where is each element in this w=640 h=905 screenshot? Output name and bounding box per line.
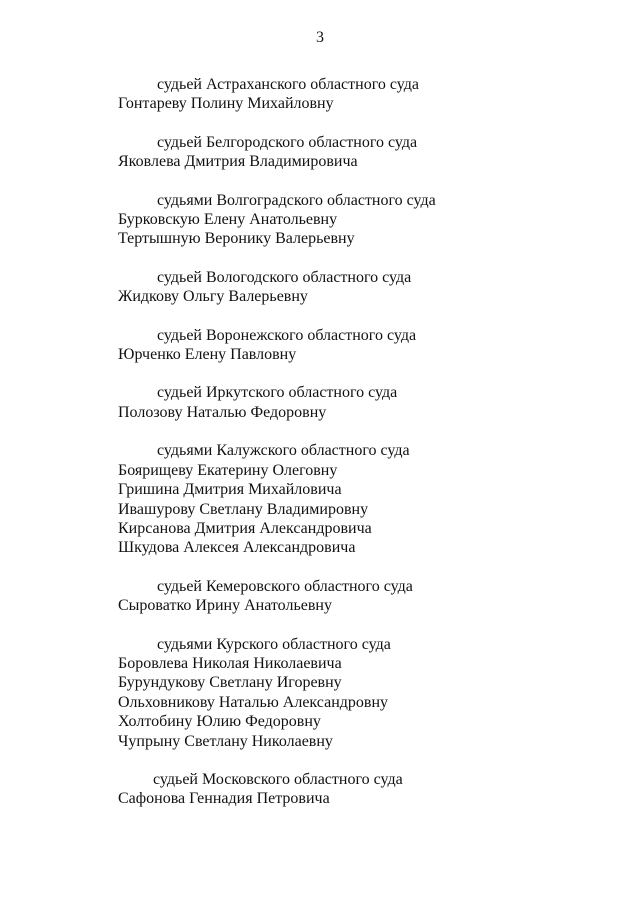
court-heading: судьей Белгородского областного суда — [157, 133, 418, 151]
judge-name: Яковлева Дмитрия Владимировича — [118, 153, 358, 171]
appointment-entry — [118, 441, 598, 557]
court-heading: судьей Вологодского областного суда — [157, 268, 412, 286]
court-heading: судьями Волгоградского областного суда — [157, 191, 436, 209]
appointments-list — [118, 75, 598, 809]
judge-name: Гонтареву Полину Михайловну — [118, 95, 334, 113]
appointment-entry — [118, 133, 598, 172]
judge-name: Бурундукову Светлану Игоревну — [118, 674, 342, 692]
judge-name: Кирсанова Дмитрия Александровича — [118, 519, 372, 537]
appointment-entry — [118, 383, 598, 422]
judge-name: Чупрыну Светлану Николаевну — [118, 732, 333, 750]
court-heading: судьей Воронежского областного суда — [157, 326, 417, 344]
judge-name: Юрченко Елену Павловну — [118, 346, 297, 364]
judge-name: Боровлева Николая Николаевича — [118, 654, 342, 672]
court-heading: судьями Курского областного суда — [157, 635, 391, 653]
appointment-entry — [118, 577, 598, 616]
court-heading: судьей Московского областного суда — [153, 770, 403, 788]
judge-name: Боярищеву Екатерину Олеговну — [118, 461, 338, 479]
judge-name: Ольховникову Наталью Александровну — [118, 693, 389, 711]
judge-name: Тертышную Веронику Валерьевну — [118, 230, 355, 248]
court-heading: судьей Кемеровского областного суда — [157, 577, 413, 595]
appointment-entry — [118, 326, 598, 365]
judge-name: Холтобину Юлию Федоровну — [118, 713, 321, 731]
judge-name: Шкудова Алексея Александровича — [118, 539, 356, 557]
judge-name: Жидкову Ольгу Валерьевну — [118, 288, 308, 306]
judge-name: Бурковскую Елену Анатольевну — [118, 211, 338, 229]
judge-name: Сафонова Геннадия Петровича — [118, 790, 330, 808]
court-heading: судьей Иркутского областного суда — [157, 384, 398, 402]
appointment-entry — [118, 635, 598, 751]
court-heading: судьей Астраханского областного суда — [157, 76, 419, 93]
appointment-entry — [118, 770, 598, 809]
judge-name: Сыроватко Ирину Анатольевну — [118, 597, 332, 615]
judge-name: Ивашурову Светлану Владимировну — [118, 500, 369, 518]
appointment-entry — [118, 75, 598, 114]
appointment-entry — [118, 268, 598, 307]
court-heading: судьями Калужского областного суда — [157, 442, 410, 460]
page-number: 3 — [316, 29, 324, 46]
judge-name: Полозову Наталью Федоровну — [118, 403, 327, 421]
appointment-entry — [118, 191, 598, 249]
judge-name: Гришина Дмитрия Михайловича — [118, 481, 342, 499]
